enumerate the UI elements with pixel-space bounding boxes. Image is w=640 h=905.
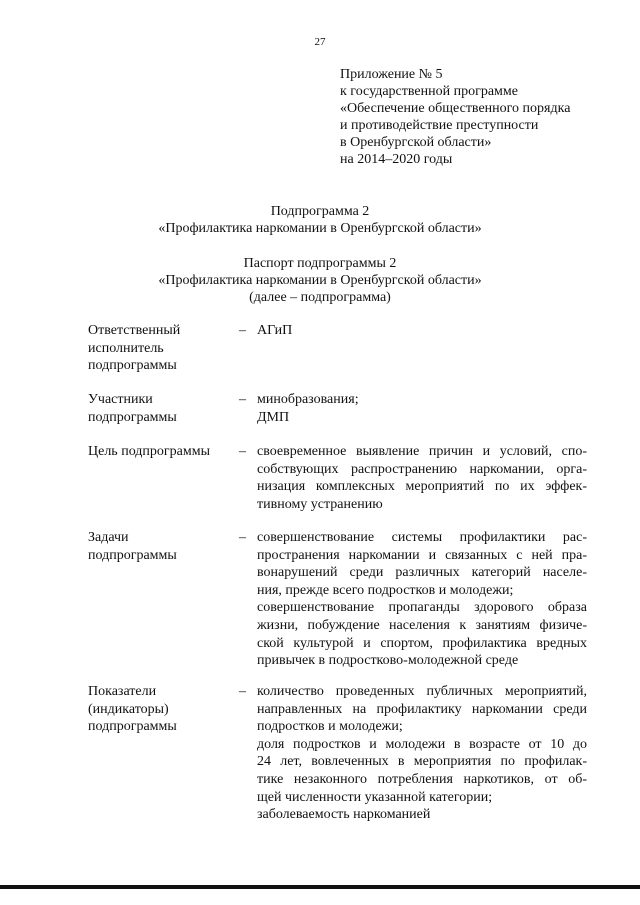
row-value-line: пространения наркомании и связанных с ней пра-: [257, 547, 587, 563]
appendix-line: и противодействие преступности: [340, 118, 539, 133]
row-label-line: подпрограммы: [88, 358, 177, 374]
row-value-line: совершенствование пропаганды здорового образа: [257, 600, 587, 616]
row-label: [88, 322, 233, 375]
row-value-line: собствующих распространению наркомании, орга-: [257, 461, 587, 477]
appendix-header: [340, 66, 630, 168]
row-dash: –: [239, 530, 246, 545]
passport-title-line: Паспорт подпрограммы 2: [243, 256, 397, 271]
row-value-line: тике незаконного потребления наркотиков, от об-: [257, 771, 587, 787]
row-value-line: 24 лет, вовлеченных в мероприятия по профилак-: [257, 754, 587, 770]
row-value-line: низация комплексных мероприятий по их эффек-: [257, 479, 587, 495]
row-value: [257, 683, 587, 824]
row-label: [88, 391, 233, 426]
row-label-line: Цель подпрограммы: [88, 444, 210, 459]
appendix-line: к государственной программе: [340, 84, 518, 99]
passport-title-line: (далее – подпрограмма): [249, 290, 391, 305]
appendix-line: «Обеспечение общественного порядка: [340, 101, 571, 116]
row-value-line: ния, прежде всего подростков и молодежи;: [257, 582, 514, 598]
row-label-line: подпрограммы: [88, 547, 177, 563]
row-dash: –: [239, 323, 246, 338]
row-value-line: жизни, побуждение населения к занятиям физиче-: [257, 617, 587, 633]
row-value: [257, 529, 587, 670]
row-label-line: Задачи: [88, 530, 129, 545]
row-value: [257, 443, 587, 513]
passport-title-line: «Профилактика наркомании в Оренбургской области»: [158, 273, 482, 288]
passport-title: [0, 255, 640, 306]
appendix-line: на 2014–2020 годы: [340, 152, 453, 167]
row-label-line: Участники: [88, 392, 153, 407]
appendix-line: Приложение № 5: [340, 67, 443, 82]
subprogram-title-line: «Профилактика наркомании в Оренбургской области»: [158, 221, 482, 236]
row-value-line: подростков и молодежи;: [257, 719, 403, 735]
row-value: [257, 391, 587, 426]
row-dash: –: [239, 684, 246, 699]
row-value-line: заболеваемость наркоманией: [257, 807, 431, 823]
row-value-line: своевременное выявление причин и условий, спо-: [257, 444, 587, 459]
row-value-line: тивному устранению: [257, 496, 383, 512]
row-label-line: подпрограммы: [88, 409, 177, 425]
row-label: [88, 683, 233, 736]
row-value-line: совершенствование системы профилактики рас-: [257, 530, 587, 545]
row-dash: –: [239, 444, 246, 459]
row-label-line: Ответственный: [88, 323, 181, 338]
row-value-line: ской культурой и спортом, профилактика вредных: [257, 635, 587, 651]
row-label-line: Показатели: [88, 684, 157, 699]
bottom-rule: [0, 885, 640, 889]
row-label-line: (индикаторы): [88, 701, 169, 717]
row-value-line: привычек в подростково-молодежной среде: [257, 653, 519, 669]
subprogram-title-line: Подпрограмма 2: [270, 204, 370, 219]
row-value-line: АГиП: [257, 323, 293, 338]
row-value-line: доля подростков и молодежи в возрасте от 10 до: [257, 736, 587, 752]
row-label: [88, 443, 233, 461]
row-value-line: направленных на профилактику наркомании среди: [257, 701, 587, 717]
row-label: [88, 529, 233, 564]
page-number: 27: [314, 36, 326, 48]
appendix-line: в Оренбургской области»: [340, 135, 492, 150]
row-value-line: минобразования;: [257, 392, 359, 407]
subprogram-title: [0, 203, 640, 237]
row-value-line: вонарушений среди различных категорий населе-: [257, 565, 587, 581]
row-label-line: подпрограммы: [88, 719, 177, 735]
row-label-line: исполнитель: [88, 340, 164, 356]
row-dash: –: [239, 392, 246, 407]
row-value-line: ДМП: [257, 409, 290, 425]
row-value-line: количество проведенных публичных мероприятий,: [257, 684, 587, 699]
row-value-line: щей численности указанной категории;: [257, 789, 493, 805]
row-value: [257, 322, 587, 340]
